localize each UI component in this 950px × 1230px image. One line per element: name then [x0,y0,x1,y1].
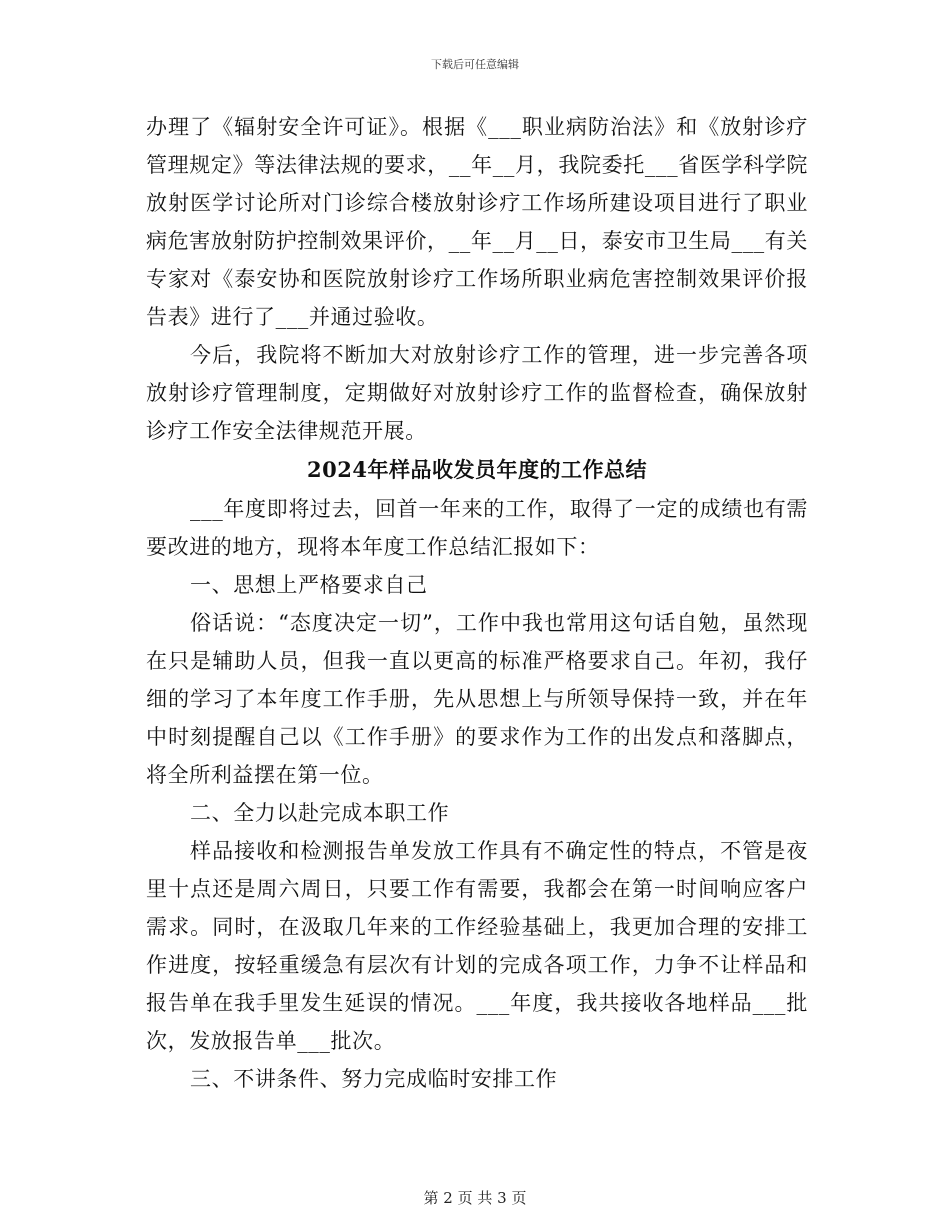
document-body [146,108,808,1098]
subheading: 二、全力以赴完成本职工作 [190,801,450,825]
paragraph: 办理了《辐射安全许可证》。根据《___职业病防治法》和《放射诊疗管理规定》等法律法规的要求，__年__月，我院委托___省医学科学院放射医学讨论所对门诊综合楼放射诊疗工作场所建设项目进行了职业病危害放射防护控制效果评价，__年__月__日，泰安市卫生局___有关专家对《泰安协和医院放射诊疗工作场所职业病危害控制效果评价报告表》进行了___并通过验收。 [146,115,808,329]
paragraph: 样品接收和检测报告单发放工作具有不确定性的特点，不管是夜里十点还是周六周日，只要工作有需要，我都会在第一时间响应客户需求。同时，在汲取几年来的工作经验基础上，我更加合理的安排工作进度，按轻重缓急有层次有计划的完成各项工作，力争不让样品和报告单在我手里发生延误的情况。___年度，我共接收各地样品___批次，发放报告单___批次。 [146,839,808,1053]
paragraph: 今后，我院将不断加大对放射诊疗工作的管理，进一步完善各项放射诊疗管理制度，定期做好对放射诊疗工作的监督检查，确保放射诊疗工作安全法律规范开展。 [146,343,808,443]
page-footer: 第 2 页 共 3 页 [423,1189,527,1207]
paragraph: 俗话说：“态度决定一切”，工作中我也常用这句话自勉，虽然现在只是辅助人员，但我一直以更高的标准严格要求自己。年初，我仔细的学习了本年度工作手册，先从思想上与所领导保持一致，并在年中时刻提醒自己以《工作手册》的要求作为工作的出发点和落脚点，将全所利益摆在第一位。 [146,611,808,787]
paragraph: ___年度即将过去，回首一年来的工作，取得了一定的成绩也有需要改进的地方，现将本年度工作总结汇报如下： [146,497,808,559]
section-title: 2024年样品收发员年度的工作总结 [307,457,647,482]
page-header: 下载后可任意编辑 [431,58,519,71]
subheading: 一、思想上严格要求自己 [190,573,428,597]
subheading: 三、不讲条件、努力完成临时安排工作 [190,1067,558,1091]
